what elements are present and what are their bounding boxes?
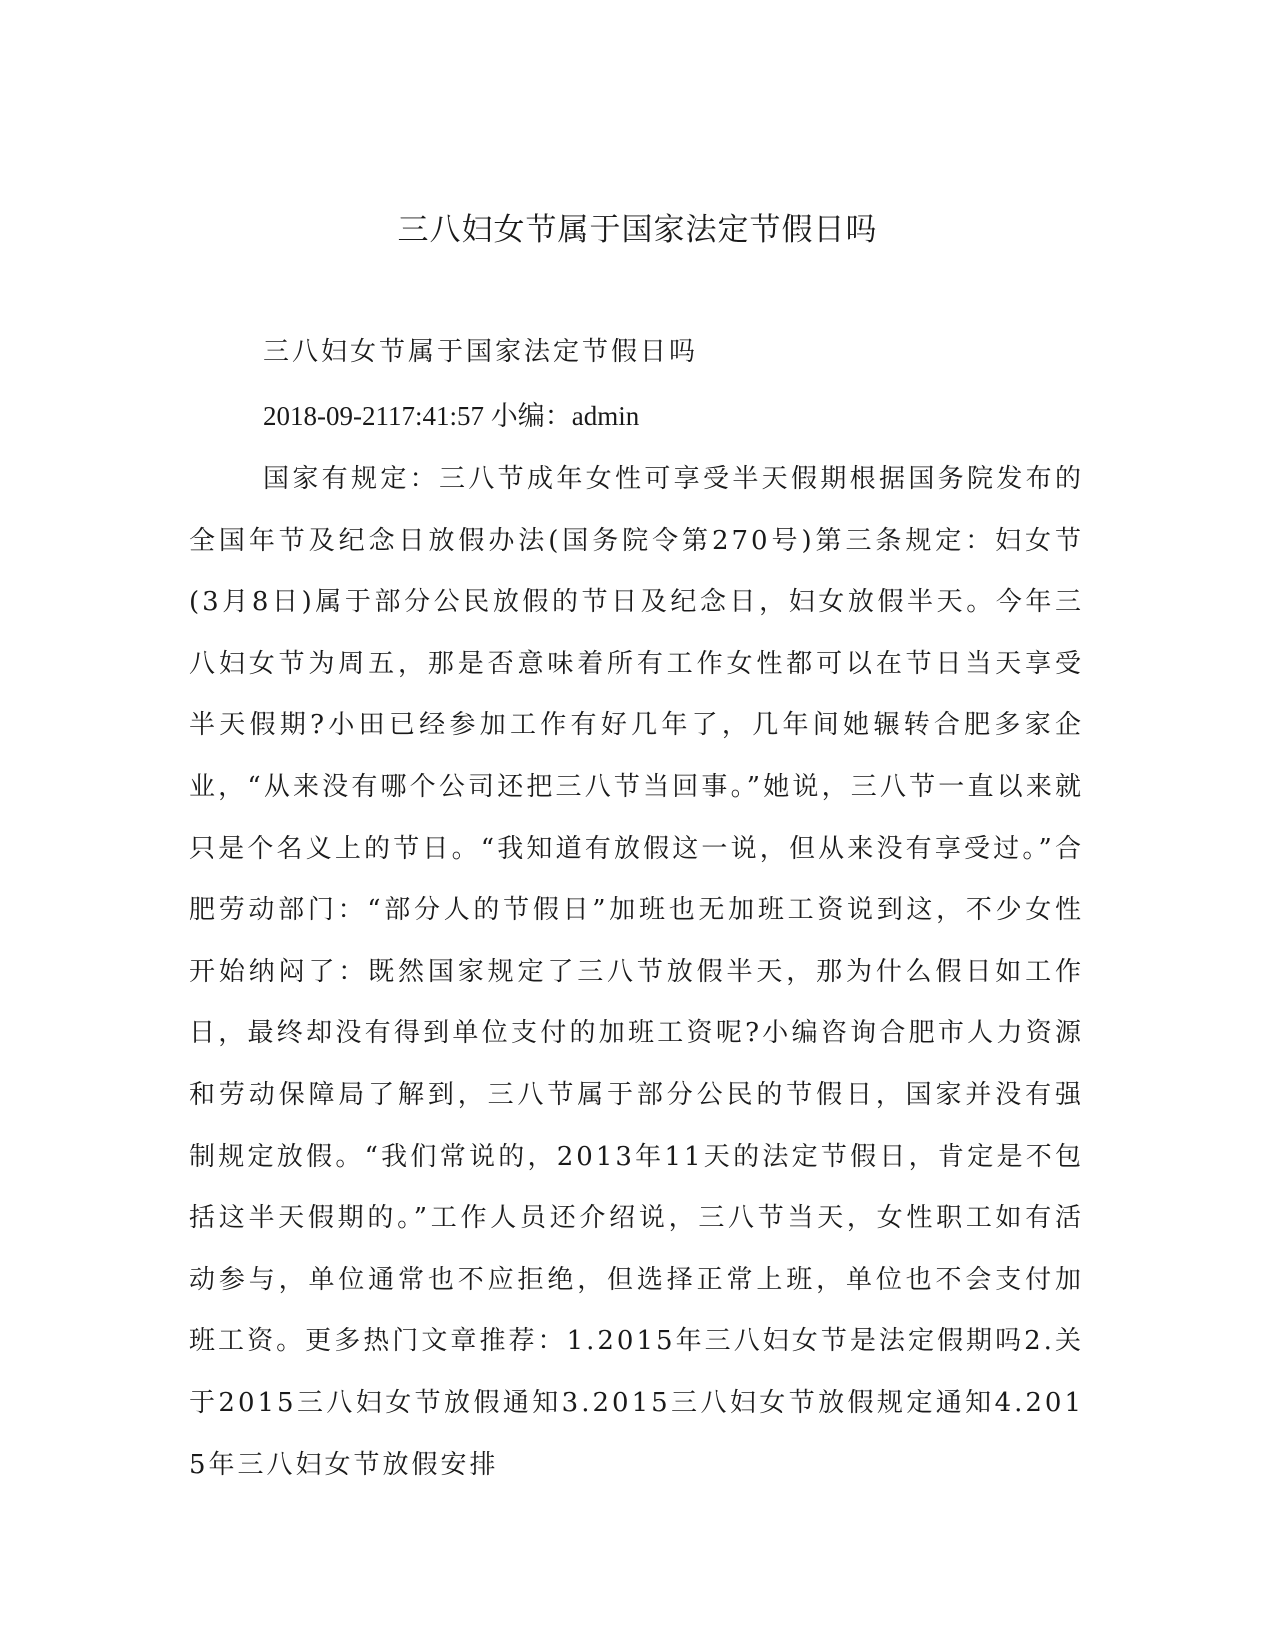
article-subtitle: 三八妇女节属于国家法定节假日吗	[263, 337, 699, 367]
article-meta: 2018-09-2117:41:57 小编：admin	[263, 401, 640, 431]
document-title: 三八妇女节属于国家法定节假日吗	[397, 212, 878, 248]
article-body: 国家有规定：三八节成年女性可享受半天假期根据国务院发布的全国年节及纪念日放假办法(国务院令第270号)第三条规定：妇女节(3月8日)属于部分公民放假的节日及纪念日，妇女放假半天。今年三八妇女节为周五，那是否意味着所有工作女性都可以在节日当天享受半天假期?小田已经参加工作有好几年了，几年间她辗转合肥多家企业，“从来没有哪个公司还把三八节当回事。”她说，三八节一直以来就只是个名义上的节日。“我知道有放假这一说，但从来没有享受过。”合肥劳动部门：“部分人的节假日”加班也无加班工资说到这，不少女性开始纳闷了：既然国家规定了三八节放假半天，那为什么假日如工作日，最终却没有得到单位支付的加班工资呢?小编咨询合肥市人力资源和劳动保障局了解到，三八节属于部分公民的节假日，国家并没有强制规定放假。“我们常说的，2013年11天的法定节假日，肯定是不包括这半天假期的。”工作人员还介绍说，三八节当天，女性职工如有活动参与，单位通常也不应拒绝，但选择正常上班，单位也不会支付加班工资。更多热门文章推荐：1.2015年三八妇女节是法定假期吗2.关于2015三八妇女节放假通知3.2015三八妇女节放假规定通知4.2015年三八妇女节放假安排	[189, 464, 1084, 1480]
